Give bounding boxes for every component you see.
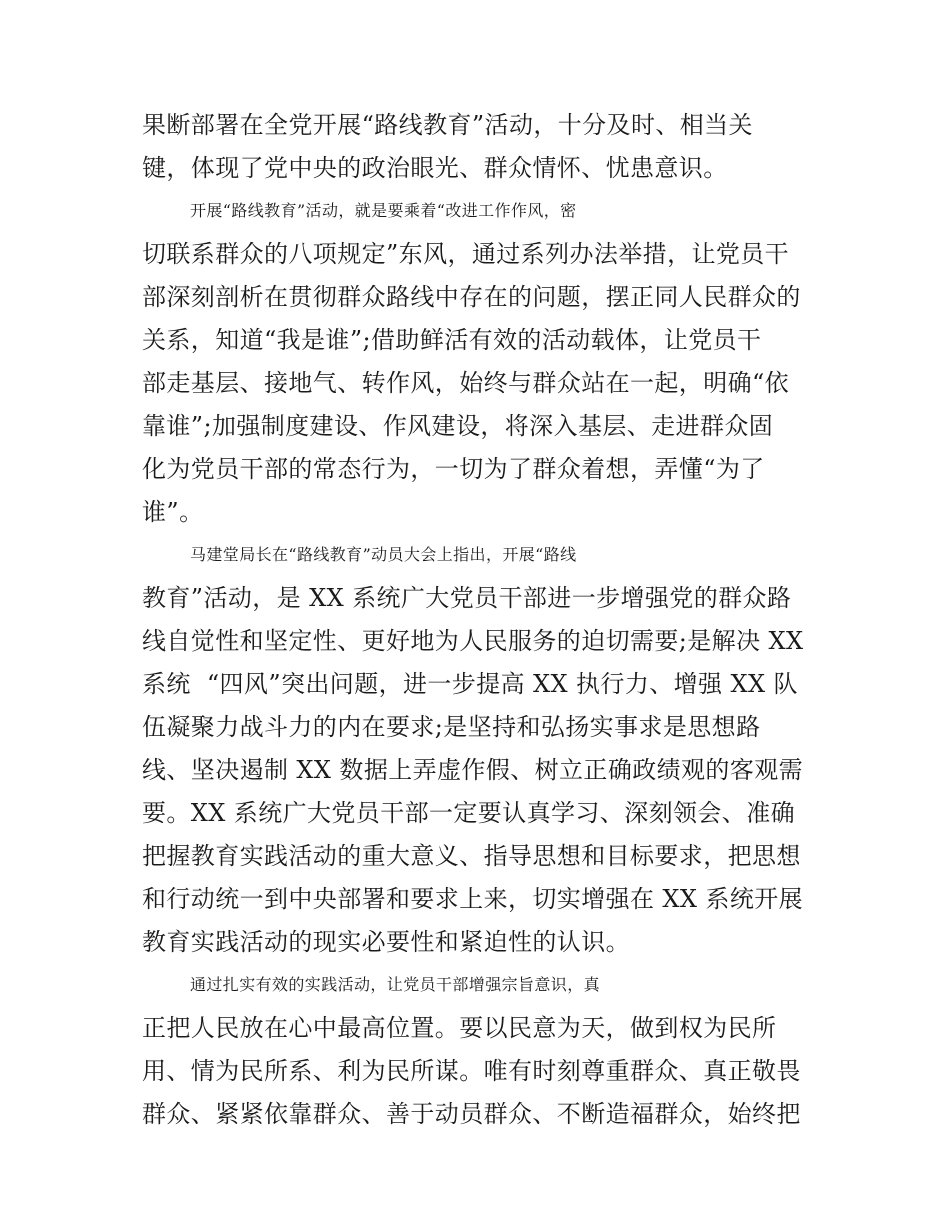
text-line: 部走基层、接地气、转作风，始终与群众站在一起，明确“依	[142, 369, 790, 397]
text-line: 关系，知道“我是谁”;借助鲜活有效的活动载体，让党员干	[142, 326, 762, 354]
paragraph-start-line: 马建堂局长在“路线教育”动员大会上指出，开展“路线	[190, 545, 577, 564]
text-line: 线、坚决遏制 XX 数据上弄虚作假、树立正确政绩观的客观需	[142, 756, 804, 784]
text-line: 伍凝聚力战斗力的内在要求;是坚持和弘扬实事求是思想路	[142, 713, 761, 741]
text-line: 系统 “四风”突出问题，进一步提高 XX 执行力、增强 XX 队	[142, 670, 798, 698]
text-line: 要。XX 系统广大党员干部一定要认真学习、深刻领会、准确	[142, 799, 795, 827]
text-line: 群众、紧紧依靠群众、善于动员群众、不断造福群众，始终把	[142, 1100, 801, 1128]
text-line: 教育实践活动的现实必要性和紧迫性的认识。	[142, 928, 630, 956]
text-line: 靠谁”;加强制度建设、作风建设，将深入基层、走进群众固	[142, 412, 774, 440]
text-line: 果断部署在全党开展“路线教育”活动，十分及时、相当关	[142, 111, 753, 139]
text-line: 线自觉性和坚定性、更好地为人民服务的迫切需要;是解决 XX	[142, 627, 804, 655]
text-line: 用、情为民所系、利为民所谋。唯有时刻尊重群众、真正敬畏	[142, 1057, 801, 1085]
text-line: 化为党员干部的常态行为，一切为了群众着想，弄懂“为了	[142, 455, 765, 483]
paragraph-start-line: 通过扎实有效的实践活动，让党员干部增强宗旨意识，真	[190, 975, 601, 994]
text-line: 部深刻剖析在贯彻群众路线中存在的问题，摆正同人民群众的	[142, 283, 801, 311]
text-line: 键，体现了党中央的政治眼光、群众情怀、忧患意识。	[142, 154, 728, 182]
text-line: 切联系群众的八项规定”东风，通过系列办法举措，让党员干	[142, 240, 790, 268]
text-line: 正把人民放在心中最高位置。要以民意为天，做到权为民所	[142, 1014, 777, 1042]
text-line: 把握教育实践活动的重大意义、指导思想和目标要求，把思想	[142, 842, 801, 870]
text-line: 和行动统一到中央部署和要求上来，切实增强在 XX 系统开展	[142, 885, 804, 913]
text-line: 教育”活动，是 XX 系统广大党员干部进一步增强党的群众路	[142, 584, 792, 612]
text-line: 谁”。	[142, 498, 204, 526]
paragraph-start-line: 开展“路线教育”活动，就是要乘着“改进工作作风，密	[190, 201, 577, 220]
